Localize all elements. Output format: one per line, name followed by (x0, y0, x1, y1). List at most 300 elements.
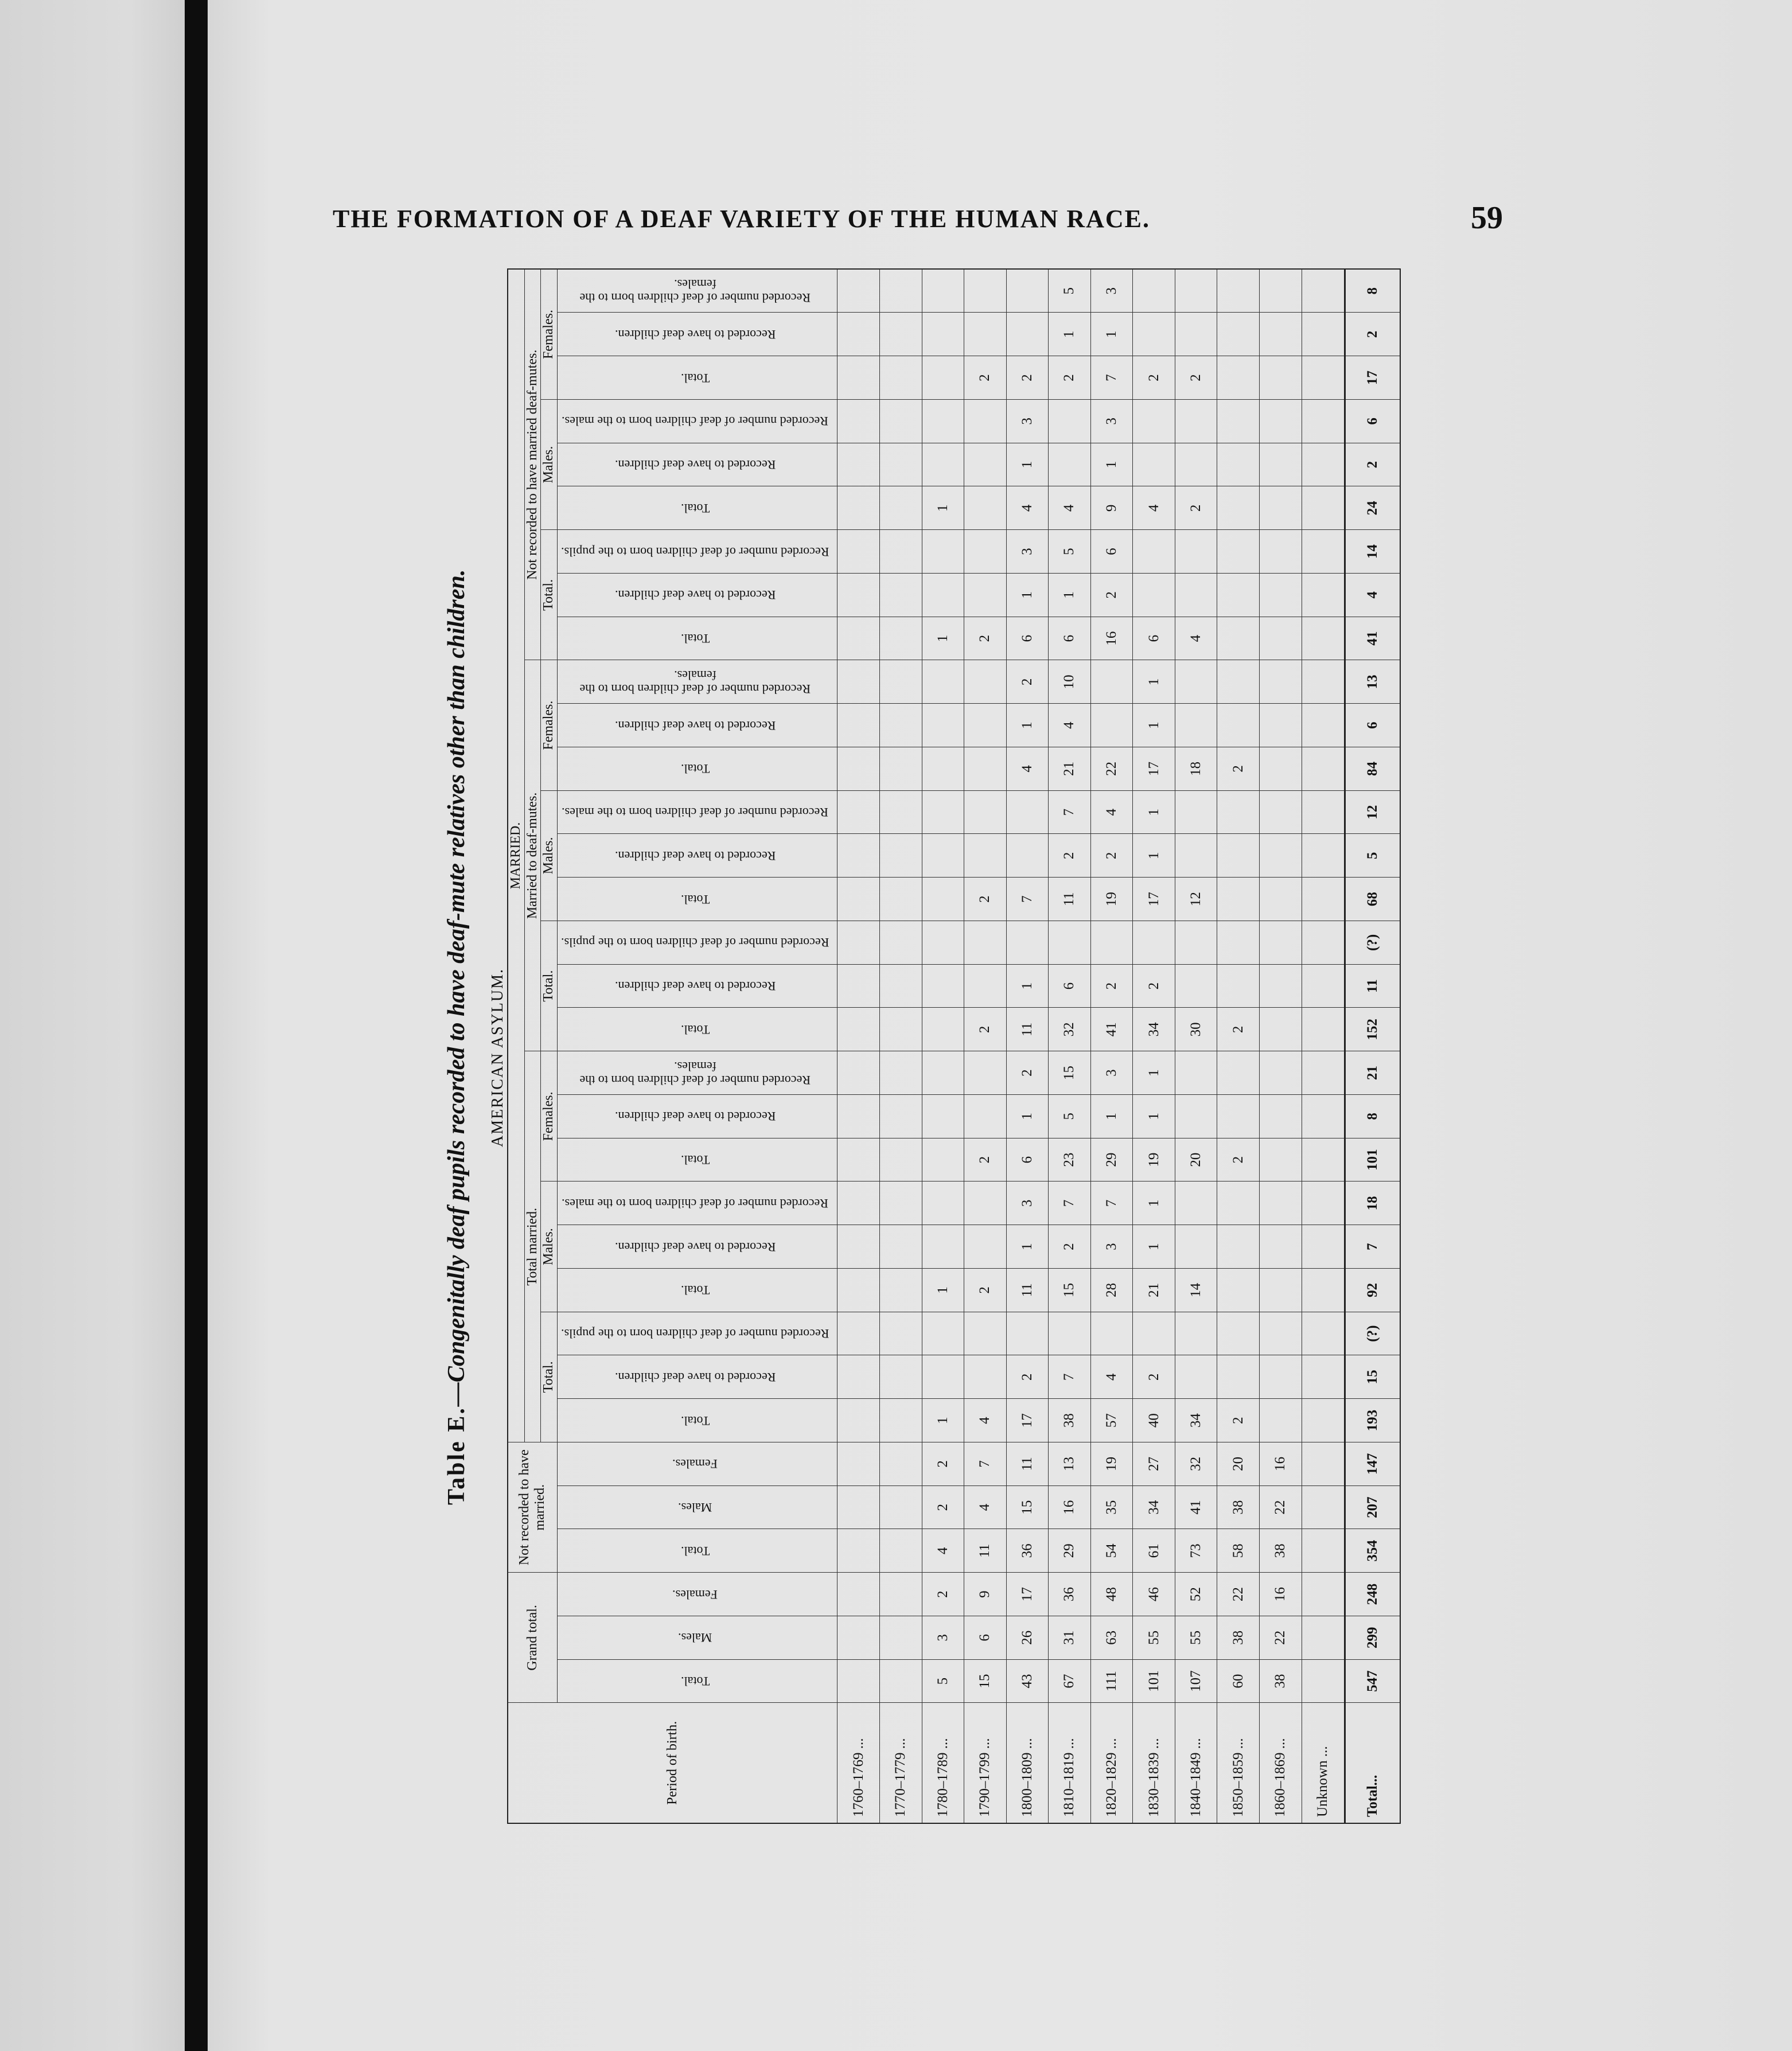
data-cell: 1 (922, 617, 964, 660)
data-cell: 31 (1049, 1616, 1091, 1660)
leaf-total-1-a-text: Total. (680, 1022, 710, 1037)
data-cell (879, 1138, 922, 1182)
data-cell: 29 (1049, 1529, 1091, 1573)
data-cell: 21 (1049, 747, 1091, 791)
data-cell (837, 530, 880, 574)
data-cell: 2 (1090, 574, 1133, 617)
data-cell (922, 356, 964, 400)
data-cell: 1 (1133, 1182, 1175, 1225)
data-cell: 35 (1090, 1485, 1133, 1529)
header-period-of-birth: Period of birth. (508, 1703, 837, 1823)
data-cell: 101 (1133, 1659, 1175, 1703)
data-cell: 22 (1217, 1573, 1260, 1616)
data-cell: 73 (1175, 1529, 1217, 1573)
data-cell (1133, 574, 1175, 617)
data-cell (1302, 1269, 1345, 1312)
data-cell (1133, 313, 1175, 356)
data-cell (837, 964, 880, 1008)
total-cell: 547 (1345, 1659, 1400, 1703)
data-cell (1049, 1312, 1091, 1355)
data-cell: 4 (964, 1485, 1007, 1529)
table-row (837, 269, 880, 1823)
data-cell: 3 (1006, 400, 1049, 443)
data-cell (1090, 704, 1133, 747)
header-grand-total: Grand total. (508, 1573, 557, 1703)
data-cell (964, 1182, 1007, 1225)
data-cell (1302, 878, 1345, 921)
leaf-have-children-0-a-text: Recorded to have deaf children. (614, 1370, 776, 1385)
leaf-total-1-b (557, 878, 837, 921)
total-cell: 207 (1345, 1485, 1400, 1529)
data-cell: 2 (964, 1138, 1007, 1182)
data-cell: 1 (1133, 834, 1175, 878)
table-row (1133, 269, 1175, 1823)
leaf-num-pupils-0 (557, 1312, 837, 1355)
data-cell (1217, 704, 1260, 747)
data-cell: 5 (1049, 1095, 1091, 1138)
data-cell (1260, 834, 1302, 878)
data-cell: 1 (1049, 574, 1091, 617)
data-cell: 5 (1049, 269, 1091, 313)
data-cell (1006, 313, 1049, 356)
data-cell: 7 (1049, 1182, 1091, 1225)
data-cell (879, 356, 922, 400)
data-cell (879, 834, 922, 878)
data-cell: 2 (1049, 834, 1091, 878)
data-cell (1049, 400, 1091, 443)
data-cell (964, 1312, 1007, 1355)
data-cell (964, 1051, 1007, 1095)
data-cell: 40 (1133, 1399, 1175, 1442)
data-cell (879, 1355, 922, 1399)
total-cell: 4 (1345, 574, 1400, 617)
data-cell: 1 (1090, 1095, 1133, 1138)
data-cell (1217, 1095, 1260, 1138)
not-married-deaf-females-group: Females. (541, 269, 558, 400)
data-cell (837, 1095, 880, 1138)
data-cell: 67 (1049, 1659, 1091, 1703)
period-cell: 1810–1819 ... (1049, 1703, 1091, 1823)
data-cell: 2 (1090, 834, 1133, 878)
data-cell (1175, 1051, 1217, 1095)
data-cell: 9 (1090, 486, 1133, 530)
leaf-have-children-2-a (557, 574, 837, 617)
leaf-num-pupils-2 (557, 530, 837, 574)
data-cell (879, 1485, 922, 1529)
table-title (443, 570, 470, 1505)
data-cell: 2 (1175, 356, 1217, 400)
data-cell (1217, 964, 1260, 1008)
total-married-males-group: Males. (541, 1182, 558, 1312)
leaf-total-2-c-text: Total. (680, 371, 710, 385)
data-cell: 2 (1006, 660, 1049, 704)
data-cell (1006, 834, 1049, 878)
data-cell: 1 (1133, 660, 1175, 704)
data-cell: 46 (1133, 1573, 1175, 1616)
period-cell: 1830–1839 ... (1133, 1703, 1175, 1823)
data-cell (837, 1008, 880, 1051)
leaf-have-children-0-a (557, 1355, 837, 1399)
data-cell (1217, 660, 1260, 704)
data-cell (837, 704, 880, 747)
leaf-total-1-b-text: Total. (680, 892, 710, 907)
rotated-table-container (507, 268, 1401, 1824)
data-cell (1260, 1225, 1302, 1269)
leaf-total-0-c-text: Total. (680, 1153, 710, 1168)
data-cell (1302, 1138, 1345, 1182)
data-cell (1133, 530, 1175, 574)
total-cell: 13 (1345, 660, 1400, 704)
data-cell (1302, 1573, 1345, 1616)
total-cell: 92 (1345, 1269, 1400, 1312)
data-cell: 34 (1133, 1485, 1175, 1529)
data-cell: 27 (1133, 1442, 1175, 1486)
married-deaf-females-group: Females. (541, 660, 558, 790)
leaf-num-pupils-0-text: Recorded number of deaf children born to the pupils. (561, 1327, 829, 1342)
data-cell (1217, 1051, 1260, 1095)
data-cell: 2 (1049, 356, 1091, 400)
leaf-num-pupils-1 (557, 921, 837, 965)
data-cell (1260, 1095, 1302, 1138)
leaf-num-females-2 (557, 269, 837, 313)
data-cell: 55 (1133, 1616, 1175, 1660)
data-cell: 17 (1133, 747, 1175, 791)
leaf-total-3 (557, 1529, 837, 1573)
data-cell (879, 747, 922, 791)
data-cell (922, 1312, 964, 1355)
data-cell (1175, 790, 1217, 834)
data-cell: 2 (1133, 356, 1175, 400)
data-cell: 30 (1175, 1008, 1217, 1051)
data-cell: 17 (1133, 878, 1175, 921)
data-cell: 1 (1006, 574, 1049, 617)
data-cell: 38 (1049, 1399, 1091, 1442)
data-cell: 4 (1006, 747, 1049, 791)
data-cell (1302, 313, 1345, 356)
data-cell (879, 443, 922, 486)
table-subtitle: AMERICAN ASYLUM. (489, 968, 507, 1147)
data-cell (1260, 269, 1302, 313)
data-cell (964, 1095, 1007, 1138)
data-cell (1175, 704, 1217, 747)
data-cell (1090, 1312, 1133, 1355)
data-cell (922, 660, 964, 704)
data-cell: 2 (964, 1269, 1007, 1312)
data-cell: 2 (1090, 964, 1133, 1008)
data-cell (1217, 790, 1260, 834)
leaf-total-0-a-text: Total. (680, 1413, 710, 1428)
leaf-total-0-text: Total. (680, 1674, 710, 1689)
data-cell (1217, 1269, 1260, 1312)
header-not-married-deaf-mutes: Not recorded to have married deaf-mutes. (524, 269, 541, 660)
data-cell (1217, 921, 1260, 965)
data-cell (837, 486, 880, 530)
data-cell (1302, 1399, 1345, 1442)
data-cell: 2 (922, 1485, 964, 1529)
data-cell: 2 (1217, 1138, 1260, 1182)
total-cell: 84 (1345, 747, 1400, 791)
data-cell: 3 (1006, 530, 1049, 574)
leaf-total-0 (557, 1659, 837, 1703)
data-cell (1260, 574, 1302, 617)
data-cell (837, 834, 880, 878)
data-cell (1006, 790, 1049, 834)
data-cell: 20 (1217, 1442, 1260, 1486)
data-cell: 12 (1175, 878, 1217, 921)
data-cell (1302, 1485, 1345, 1529)
leaf-num-females-1-text: Recorded number of deaf children born to the females. (579, 668, 811, 697)
total-cell: 248 (1345, 1573, 1400, 1616)
table-row (1049, 269, 1091, 1823)
data-cell: 2 (1006, 1051, 1049, 1095)
total-cell: (?) (1345, 921, 1400, 965)
total-cell: 24 (1345, 486, 1400, 530)
data-cell (1260, 747, 1302, 791)
leaf-num-males-0 (557, 1182, 837, 1225)
data-cell: 1 (1133, 704, 1175, 747)
data-cell (1217, 1312, 1260, 1355)
total-cell: 41 (1345, 617, 1400, 660)
data-cell (1302, 1659, 1345, 1703)
data-cell: 1 (1090, 313, 1133, 356)
data-cell: 4 (1049, 704, 1091, 747)
data-cell (1217, 269, 1260, 313)
data-cell (837, 1269, 880, 1312)
data-cell: 2 (1049, 1225, 1091, 1269)
total-cell: 15 (1345, 1355, 1400, 1399)
data-cell: 21 (1133, 1269, 1175, 1312)
data-cell: 19 (1090, 878, 1133, 921)
total-cell: 21 (1345, 1051, 1400, 1095)
data-cell (1302, 1182, 1345, 1225)
data-cell (879, 1095, 922, 1138)
table-title-label: Table E. (443, 1406, 470, 1505)
data-cell: 16 (1260, 1442, 1302, 1486)
data-cell (879, 530, 922, 574)
data-cell (837, 1312, 880, 1355)
data-cell: 6 (1006, 1138, 1049, 1182)
leaf-have-children-0-b-text: Recorded to have deaf children. (614, 1239, 776, 1254)
data-cell: 3 (1090, 1051, 1133, 1095)
data-cell (1175, 921, 1217, 965)
data-cell (964, 574, 1007, 617)
data-cell (837, 1485, 880, 1529)
data-cell: 11 (1006, 1442, 1049, 1486)
period-cell: Unknown ... (1302, 1703, 1345, 1823)
data-cell: 16 (1049, 1485, 1091, 1529)
data-cell: 19 (1133, 1138, 1175, 1182)
data-cell: 111 (1090, 1659, 1133, 1703)
data-cell: 2 (1006, 1355, 1049, 1399)
total-cell: 14 (1345, 530, 1400, 574)
table-title-text: —Congenitally deaf pupils recorded to have deaf-mute relatives other than children. (443, 569, 470, 1407)
data-cell: 6 (1090, 530, 1133, 574)
data-cell: 2 (964, 617, 1007, 660)
data-cell: 2 (1217, 747, 1260, 791)
period-cell: 1820–1829 ... (1090, 1703, 1133, 1823)
header-married: MARRIED. (508, 269, 524, 1442)
leaf-females-5 (557, 1442, 837, 1486)
data-cell: 57 (1090, 1399, 1133, 1442)
data-cell (1302, 1529, 1345, 1573)
period-cell: 1760–1769 ... (837, 1703, 880, 1823)
data-cell: 61 (1133, 1529, 1175, 1573)
data-cell: 6 (1133, 617, 1175, 660)
total-cell: 12 (1345, 790, 1400, 834)
total-cell: 7 (1345, 1225, 1400, 1269)
data-cell (879, 1182, 922, 1225)
data-cell (879, 617, 922, 660)
data-cell (1260, 1399, 1302, 1442)
data-cell: 15 (1049, 1051, 1091, 1095)
table-row (1302, 269, 1345, 1823)
data-cell: 7 (964, 1442, 1007, 1486)
data-cell (1175, 1312, 1217, 1355)
data-cell: 38 (1217, 1485, 1260, 1529)
leaf-num-females-0 (557, 1051, 837, 1095)
book-binding-gutter (185, 0, 208, 2051)
header-total-married: Total married. (524, 1051, 541, 1442)
data-cell: 34 (1175, 1399, 1217, 1442)
data-cell (922, 704, 964, 747)
data-cell (1302, 1355, 1345, 1399)
data-cell (1217, 400, 1260, 443)
data-cell (879, 1399, 922, 1442)
data-cell: 13 (1049, 1442, 1091, 1486)
data-cell (922, 1051, 964, 1095)
data-cell: 22 (1260, 1485, 1302, 1529)
data-cell (1133, 921, 1175, 965)
data-cell: 11 (1006, 1269, 1049, 1312)
data-cell: 60 (1217, 1659, 1260, 1703)
data-cell (837, 1138, 880, 1182)
data-cell (837, 1659, 880, 1703)
total-cell: 193 (1345, 1399, 1400, 1442)
data-cell (1302, 747, 1345, 791)
data-cell (1260, 356, 1302, 400)
data-cell (922, 790, 964, 834)
data-cell: 107 (1175, 1659, 1217, 1703)
not-married-deaf-males-group: Males. (541, 400, 558, 530)
leaf-have-children-1-b (557, 834, 837, 878)
data-cell (1175, 574, 1217, 617)
table-row (964, 269, 1007, 1823)
data-cell: 2 (1133, 1355, 1175, 1399)
data-cell: 1 (1006, 704, 1049, 747)
leaf-have-children-1-b-text: Recorded to have deaf children. (614, 848, 776, 863)
data-cell: 28 (1090, 1269, 1133, 1312)
data-cell (964, 660, 1007, 704)
data-cell (1302, 1616, 1345, 1660)
data-cell (1175, 530, 1217, 574)
data-cell (1302, 269, 1345, 313)
data-cell (1217, 574, 1260, 617)
data-cell (1175, 834, 1217, 878)
data-cell: 1 (1090, 443, 1133, 486)
data-cell (1217, 1355, 1260, 1399)
leaf-total-0-a (557, 1399, 837, 1442)
data-cell (1260, 1269, 1302, 1312)
data-cell (1302, 443, 1345, 486)
data-cell (1217, 834, 1260, 878)
data-cell (1175, 1095, 1217, 1138)
data-cell (837, 1616, 880, 1660)
data-cell: 54 (1090, 1529, 1133, 1573)
data-cell (837, 921, 880, 965)
data-cell (837, 400, 880, 443)
data-cell (964, 1225, 1007, 1269)
period-cell: 1790–1799 ... (964, 1703, 1007, 1823)
data-cell (1217, 617, 1260, 660)
data-cell (1302, 921, 1345, 965)
header-married-to-deaf-mutes: Married to deaf-mutes. (524, 660, 541, 1051)
data-cell: 36 (1006, 1529, 1049, 1573)
data-cell: 4 (1090, 1355, 1133, 1399)
data-cell (879, 1529, 922, 1573)
total-cell: 8 (1345, 269, 1400, 313)
data-cell (1302, 617, 1345, 660)
period-cell: 1780–1789 ... (922, 1703, 964, 1823)
data-cell: 38 (1260, 1659, 1302, 1703)
data-cell (837, 660, 880, 704)
data-cell (879, 313, 922, 356)
data-cell (922, 1225, 964, 1269)
data-cell: 15 (1049, 1269, 1091, 1312)
leaf-males-4 (557, 1485, 837, 1529)
total-row (1345, 269, 1400, 1823)
data-cell (1006, 269, 1049, 313)
total-cell: 101 (1345, 1138, 1400, 1182)
data-cell: 5 (922, 1659, 964, 1703)
period-cell: 1770–1779 ... (879, 1703, 922, 1823)
leaf-num-females-2-text: Recorded number of deaf children born to the females. (579, 277, 811, 306)
data-cell (922, 1138, 964, 1182)
data-cell (1302, 1225, 1345, 1269)
data-cell: 2 (1006, 356, 1049, 400)
data-cell (879, 400, 922, 443)
table-row (1090, 269, 1133, 1823)
data-cell: 22 (1260, 1616, 1302, 1660)
data-cell (1260, 921, 1302, 965)
data-cell: 43 (1006, 1659, 1049, 1703)
leaf-total-1-c-text: Total. (680, 762, 710, 777)
data-cell: 63 (1090, 1616, 1133, 1660)
data-cell (922, 1008, 964, 1051)
married-deaf-males-group: Males. (541, 790, 558, 921)
page-header (333, 200, 1503, 240)
data-cell: 7 (1049, 790, 1091, 834)
data-cell (964, 834, 1007, 878)
table-row (1006, 269, 1049, 1823)
data-cell: 2 (964, 878, 1007, 921)
leaf-females-5-text: Females. (672, 1457, 718, 1472)
statistics-table (507, 268, 1401, 1824)
data-cell: 2 (964, 356, 1007, 400)
data-cell (1175, 443, 1217, 486)
data-cell (1260, 443, 1302, 486)
leaf-have-children-2-b (557, 443, 837, 486)
total-married-females-group: Females. (541, 1051, 558, 1182)
data-cell (1260, 617, 1302, 660)
data-cell: 6 (1049, 964, 1091, 1008)
data-cell: 4 (1006, 486, 1049, 530)
data-cell (837, 574, 880, 617)
data-cell: 5 (1049, 530, 1091, 574)
data-cell: 48 (1090, 1573, 1133, 1616)
data-cell: 15 (964, 1659, 1007, 1703)
data-cell: 41 (1175, 1485, 1217, 1529)
data-cell: 29 (1090, 1138, 1133, 1182)
